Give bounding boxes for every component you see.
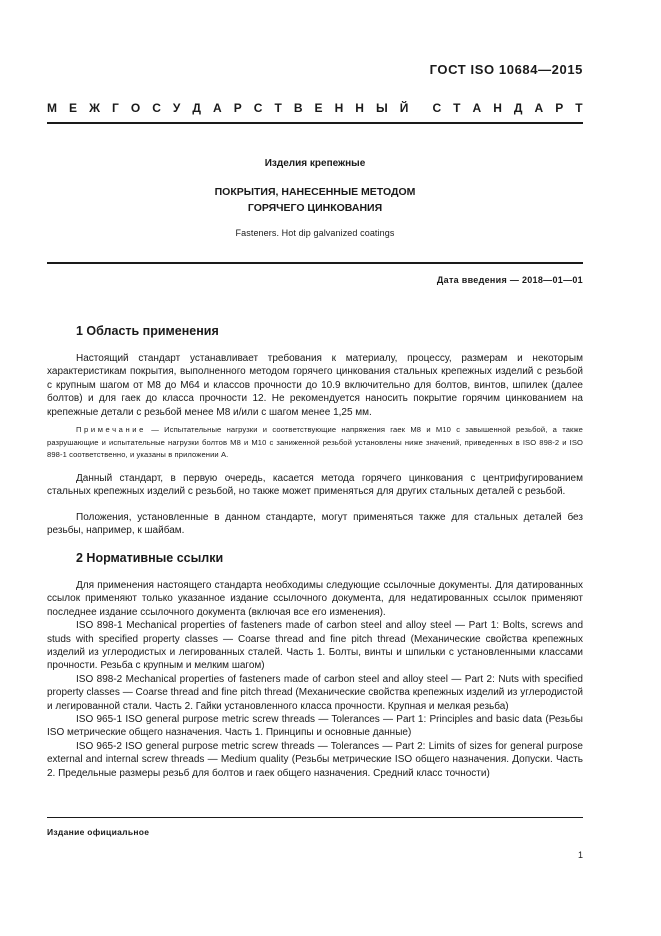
interstate-letter: С — [432, 101, 442, 115]
section-1-paragraph — [47, 472, 583, 499]
reference-item — [47, 619, 583, 673]
note-text: — Испытательные нагрузки и соответствующие напряжения гаек М8 и М10 с завышенной резьбой, а также разрушающие и испытательные нагрузки болтов М8 и М10 с заниженной резьбой установлены ниже значений, приведенных в ISO 898-2 и ISO 898-1 соответственно, и указаны в приложении А. — [47, 425, 583, 459]
section-1-heading: 1 Область применения — [76, 324, 219, 338]
interstate-letter: Й — [399, 101, 409, 115]
interstate-letter: С — [152, 101, 161, 115]
page-number: 1 — [577, 850, 583, 860]
header-divider — [47, 122, 583, 124]
document-title — [47, 184, 583, 216]
paragraph-text: Положения, установленные в данном стандарте, могут применяться также для стальных деталей без резьбы, например, к шайбам. — [47, 512, 583, 537]
interstate-letter: Т — [575, 101, 583, 115]
interstate-letter: Н — [334, 101, 344, 115]
reference-text: ISO 965-2 ISO general purpose metric screw threads — Tolerances — Part 2: Limits of sizes for general purpose external and internal screw threads — Medium quality (Резьбы метрические ISO общего назначения. Допуски. Часть 2. Предельные размеры резьб для болтов и гаек общего назначения. Средний класс точности) — [47, 740, 583, 779]
interstate-letter: У — [172, 101, 181, 115]
title-line: ПОКРЫТИЯ, НАНЕСЕННЫЕ МЕТОДОМ — [214, 186, 416, 198]
interstate-letter: Ж — [89, 101, 100, 115]
reference-item — [47, 713, 583, 740]
reference-text: ISO 965-1 ISO general purpose metric screw threads — Tolerances — Part 1: Principles and basic data (Резьбы ISO метрические общего назначения. Часть 1. Принципы и основные данные) — [47, 714, 583, 739]
interstate-letter: В — [293, 101, 303, 115]
section-2-references — [47, 579, 583, 780]
interstate-standard-label — [47, 101, 583, 115]
paragraph — [47, 579, 583, 619]
interstate-letter: О — [130, 101, 141, 115]
interstate-letter: Д — [192, 101, 201, 115]
interstate-letter: Г — [111, 101, 119, 115]
interstate-letter: Р — [233, 101, 242, 115]
interstate-letter: С — [253, 101, 263, 115]
interstate-letter: А — [212, 101, 222, 115]
footer-divider — [47, 817, 583, 818]
section-1-paragraph — [47, 352, 583, 419]
interstate-letter: М — [47, 101, 57, 115]
official-edition-label: Издание официальное — [47, 827, 150, 837]
reference-text: ISO 898-1 Mechanical properties of fasteners made of carbon steel and alloy steel — Part 1: Bolts, screws and studs with specified property classes — Coarse thread and fine pitch thread (Механические свойства крепежных изделий из углеродистых и легированных сталей. Часть 1. Болты, винты и шпильки с установленными классами прочности. Резьба с крупным и мелким шагом) — [47, 620, 583, 672]
paragraph-text: Настоящий стандарт устанавливает требования к материалу, процессу, размерам и некоторым характеристикам покрытия, выполненного методом горячего цинкования стальных крепежных изделий с резьбой с крупным шагом от М8 до М64 и классов прочности до 10.9 включительно для болтов, винтов, шпилек (далее болтов) и для гаек до класса прочности 12. Не рекомендуется наносить покрытие горячим цинкованием на крепежные детали с резьбой менее М8 и/или с шагом менее 1,25 мм. — [47, 353, 583, 418]
section-1-note — [47, 424, 583, 462]
paragraph-text: Данный стандарт, в первую очередь, касается метода горячего цинкования с центрифугированием стальных крепежных изделий с резьбой, но также может применяться для других стальных деталей с резьбой. — [47, 473, 583, 498]
gost-code: ГОСТ ISO 10684—2015 — [429, 62, 583, 77]
title-line: ГОРЯЧЕГО ЦИНКОВАНИЯ — [247, 202, 383, 214]
paragraph-text: Для применения настоящего стандарта необходимы следующие ссылочные документы. Для датированных ссылок применяют только указанное издание ссылочного документа, для недатированных ссылок применяют последнее издание ссылочного документа (включая все его изменения). — [47, 580, 583, 618]
interstate-letter: Т — [274, 101, 282, 115]
section-1-paragraph — [47, 511, 583, 538]
interstate-letter: Т — [453, 101, 461, 115]
reference-text: ISO 898-2 Mechanical properties of fasteners made of carbon steel and alloy steel — Part 2: Nuts with specified property classes — Coarse thread and fine pitch thread (Механические свойства крепежных изделий из углеродистой и легированной стали. Часть 2. Гайки установленного класса прочности. Крупная и мелкая резьба) — [47, 673, 583, 712]
title-divider — [47, 262, 583, 264]
reference-item — [47, 673, 583, 713]
interstate-letter: А — [472, 101, 482, 115]
interstate-letter: Д — [513, 101, 523, 115]
document-subtitle: Изделия крепежные — [264, 158, 366, 169]
section-2-heading: 2 Нормативные ссылки — [76, 551, 224, 565]
interstate-letter: Е — [314, 101, 323, 115]
note-label: Примечание — [76, 425, 146, 434]
introduction-date: Дата введения — 2018—01—01 — [436, 275, 583, 285]
interstate-letter: Е — [69, 101, 78, 115]
interstate-letter: Р — [555, 101, 564, 115]
interstate-letter: А — [534, 101, 544, 115]
interstate-letter: Ы — [375, 101, 388, 115]
interstate-letter: Н — [493, 101, 502, 115]
interstate-letter: Н — [355, 101, 364, 115]
reference-item — [47, 740, 583, 780]
english-title: Fasteners. Hot dip galvanized coatings — [235, 228, 395, 238]
